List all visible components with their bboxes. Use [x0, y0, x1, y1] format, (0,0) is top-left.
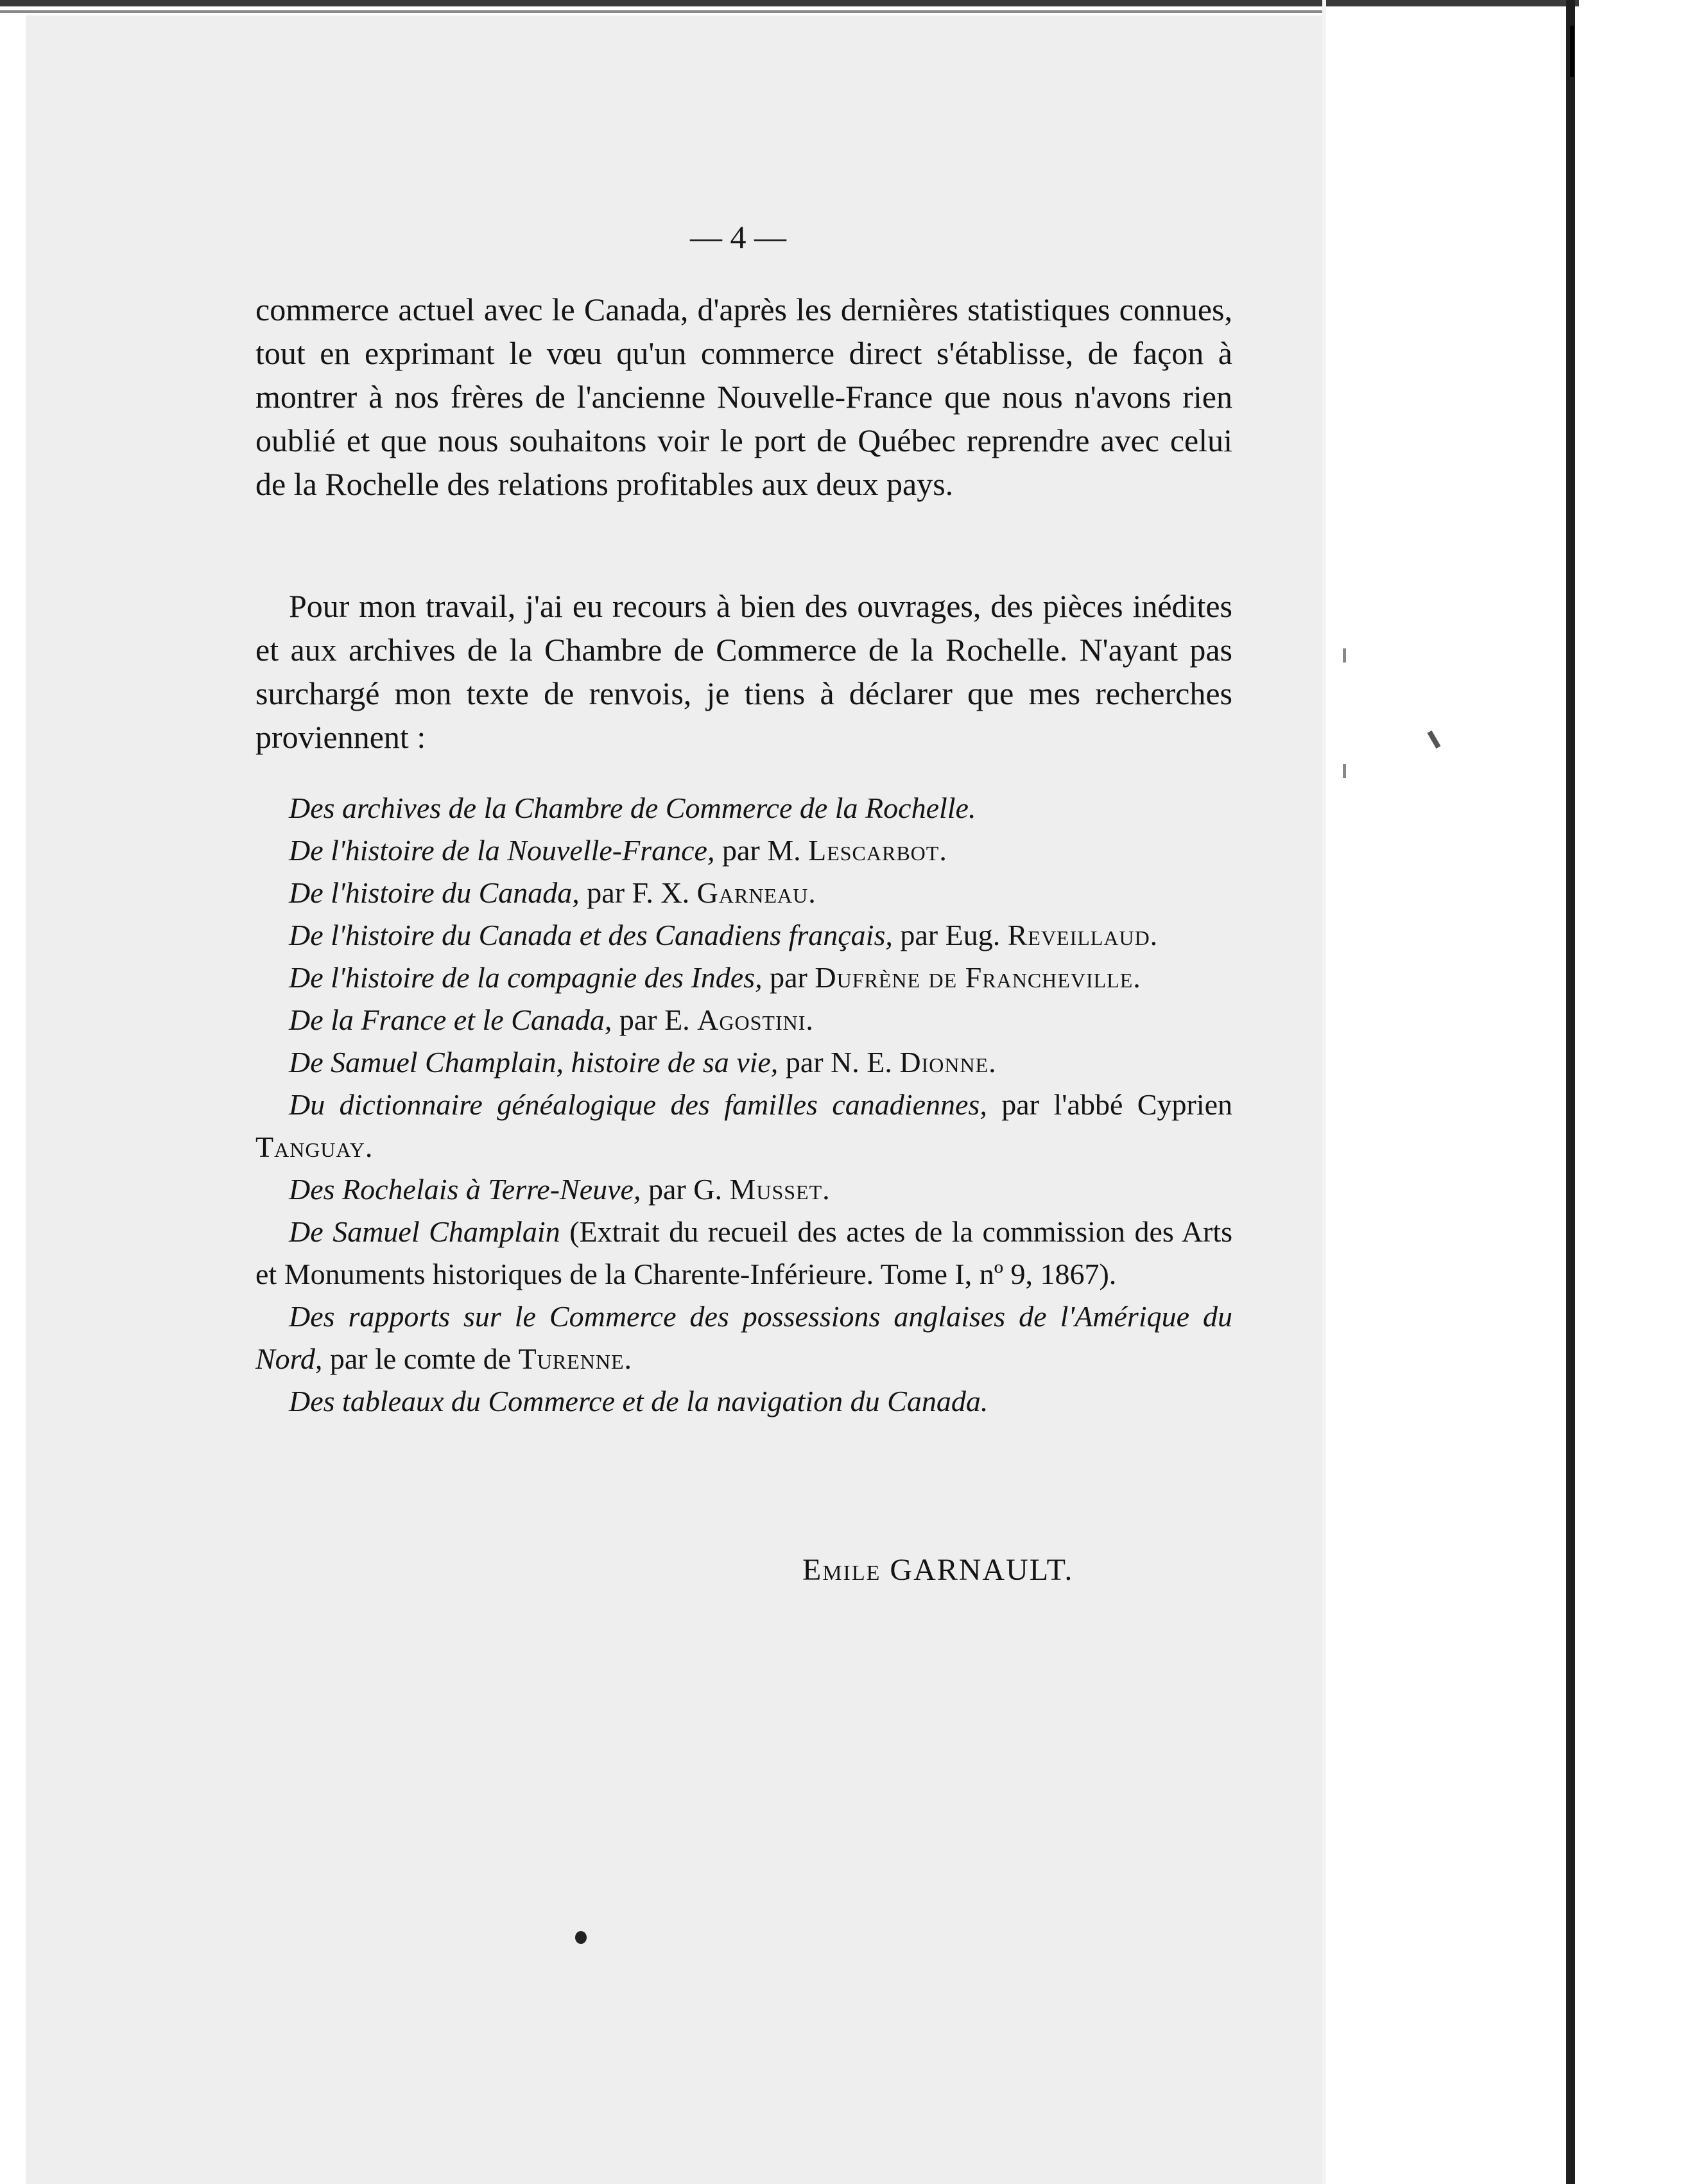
reference-item	[255, 1380, 1232, 1423]
reference-title: De Samuel Champlain	[289, 1215, 560, 1248]
reference-author: Reveillaud.	[1007, 919, 1159, 951]
reference-by: par N. E.	[785, 1046, 892, 1079]
reference-author: Garneau.	[696, 876, 816, 909]
reference-item	[255, 999, 1232, 1041]
reference-item	[255, 1211, 1232, 1296]
reference-title: Des rapports sur le Commerce des possessions anglaises de l'Amérique du Nord,	[255, 1300, 1232, 1375]
reference-by: par	[770, 961, 807, 994]
reference-by: par l'abbé Cyprien	[1001, 1088, 1233, 1121]
margin-mark	[1343, 648, 1346, 663]
scan-right-edge	[1566, 0, 1575, 2184]
reference-item	[255, 829, 1232, 872]
page-number: — 4 —	[690, 219, 786, 255]
reference-item	[255, 957, 1232, 999]
paragraph-2: Pour mon travail, j'ai eu recours à bien des ouvrages, des pièces inédites et aux archives de la Chambre de Commerce de la Rochelle. N'ayant pas surchargé mon texte de renvois, je tiens à déclarer que mes recherches proviennent :	[255, 588, 1232, 755]
reference-by: (Extrait du recueil des actes de la commission des Arts et Monuments historiques de la Charente-Inférieure. Tome I, nº 9, 1867).	[255, 1215, 1232, 1290]
page-fold	[1322, 0, 1326, 2184]
reference-title: De l'histoire du Canada,	[289, 876, 580, 909]
reference-title: De l'histoire de la Nouvelle-France,	[289, 834, 715, 867]
reference-by: par G.	[648, 1173, 722, 1206]
reference-title: De Samuel Champlain, histoire de sa vie,	[289, 1046, 779, 1079]
reference-item	[255, 1084, 1232, 1168]
reference-author: Dionne.	[899, 1046, 997, 1079]
reference-by: par Eug.	[900, 919, 1001, 951]
reference-by: par E.	[619, 1003, 690, 1036]
reference-item	[255, 1041, 1232, 1084]
reference-by: par le comte de	[329, 1342, 512, 1375]
reference-title: Des archives de la Chambre de Commerce de la Rochelle.	[289, 792, 976, 824]
reference-item	[255, 787, 1232, 829]
reference-item	[255, 914, 1232, 957]
scan-top-line	[0, 10, 1322, 13]
scan-top-edge	[0, 0, 1579, 6]
reference-item	[255, 1168, 1232, 1211]
reference-author: Agostini.	[697, 1003, 814, 1036]
reference-title: De l'histoire du Canada et des Canadiens français,	[289, 919, 893, 951]
reference-item	[255, 872, 1232, 914]
ink-spot	[575, 1931, 587, 1944]
reference-author: Musset.	[729, 1173, 831, 1206]
reference-item	[255, 1296, 1232, 1380]
reference-by: par M.	[721, 834, 801, 867]
reference-author: Turenne.	[518, 1342, 633, 1375]
reference-list	[255, 787, 1232, 1423]
reference-title: De la France et le Canada,	[289, 1003, 612, 1036]
margin-mark	[1343, 764, 1346, 778]
margin-mark	[1428, 731, 1441, 749]
signature: Emile GARNAULT.	[802, 1553, 1074, 1587]
paragraph-1: commerce actuel avec le Canada, d'après les dernières statistiques connues, tout en exprimant le vœu qu'un commerce direct s'établisse, de façon à montrer à nos frères de l'ancienne Nouvelle-France que nous n'avons rien oublié et que nous souhaitons voir le port de Québec reprendre avec celui de la Rochelle des relations profitables aux deux pays.	[255, 291, 1232, 502]
reference-author: Dufrène de Francheville.	[815, 961, 1141, 994]
reference-by: par F. X.	[587, 876, 690, 909]
reference-title: De l'histoire de la compagnie des Indes,	[289, 961, 763, 994]
reference-title: Des tableaux du Commerce et de la navigation du Canada.	[289, 1385, 988, 1417]
reference-title: Du dictionnaire généalogique des familles canadiennes,	[289, 1088, 987, 1121]
reference-title: Des Rochelais à Terre-Neuve,	[289, 1173, 641, 1206]
reference-author: Tanguay.	[255, 1131, 374, 1163]
scan-right-tick	[1570, 26, 1574, 77]
reference-author: Lescarbot.	[808, 834, 947, 867]
